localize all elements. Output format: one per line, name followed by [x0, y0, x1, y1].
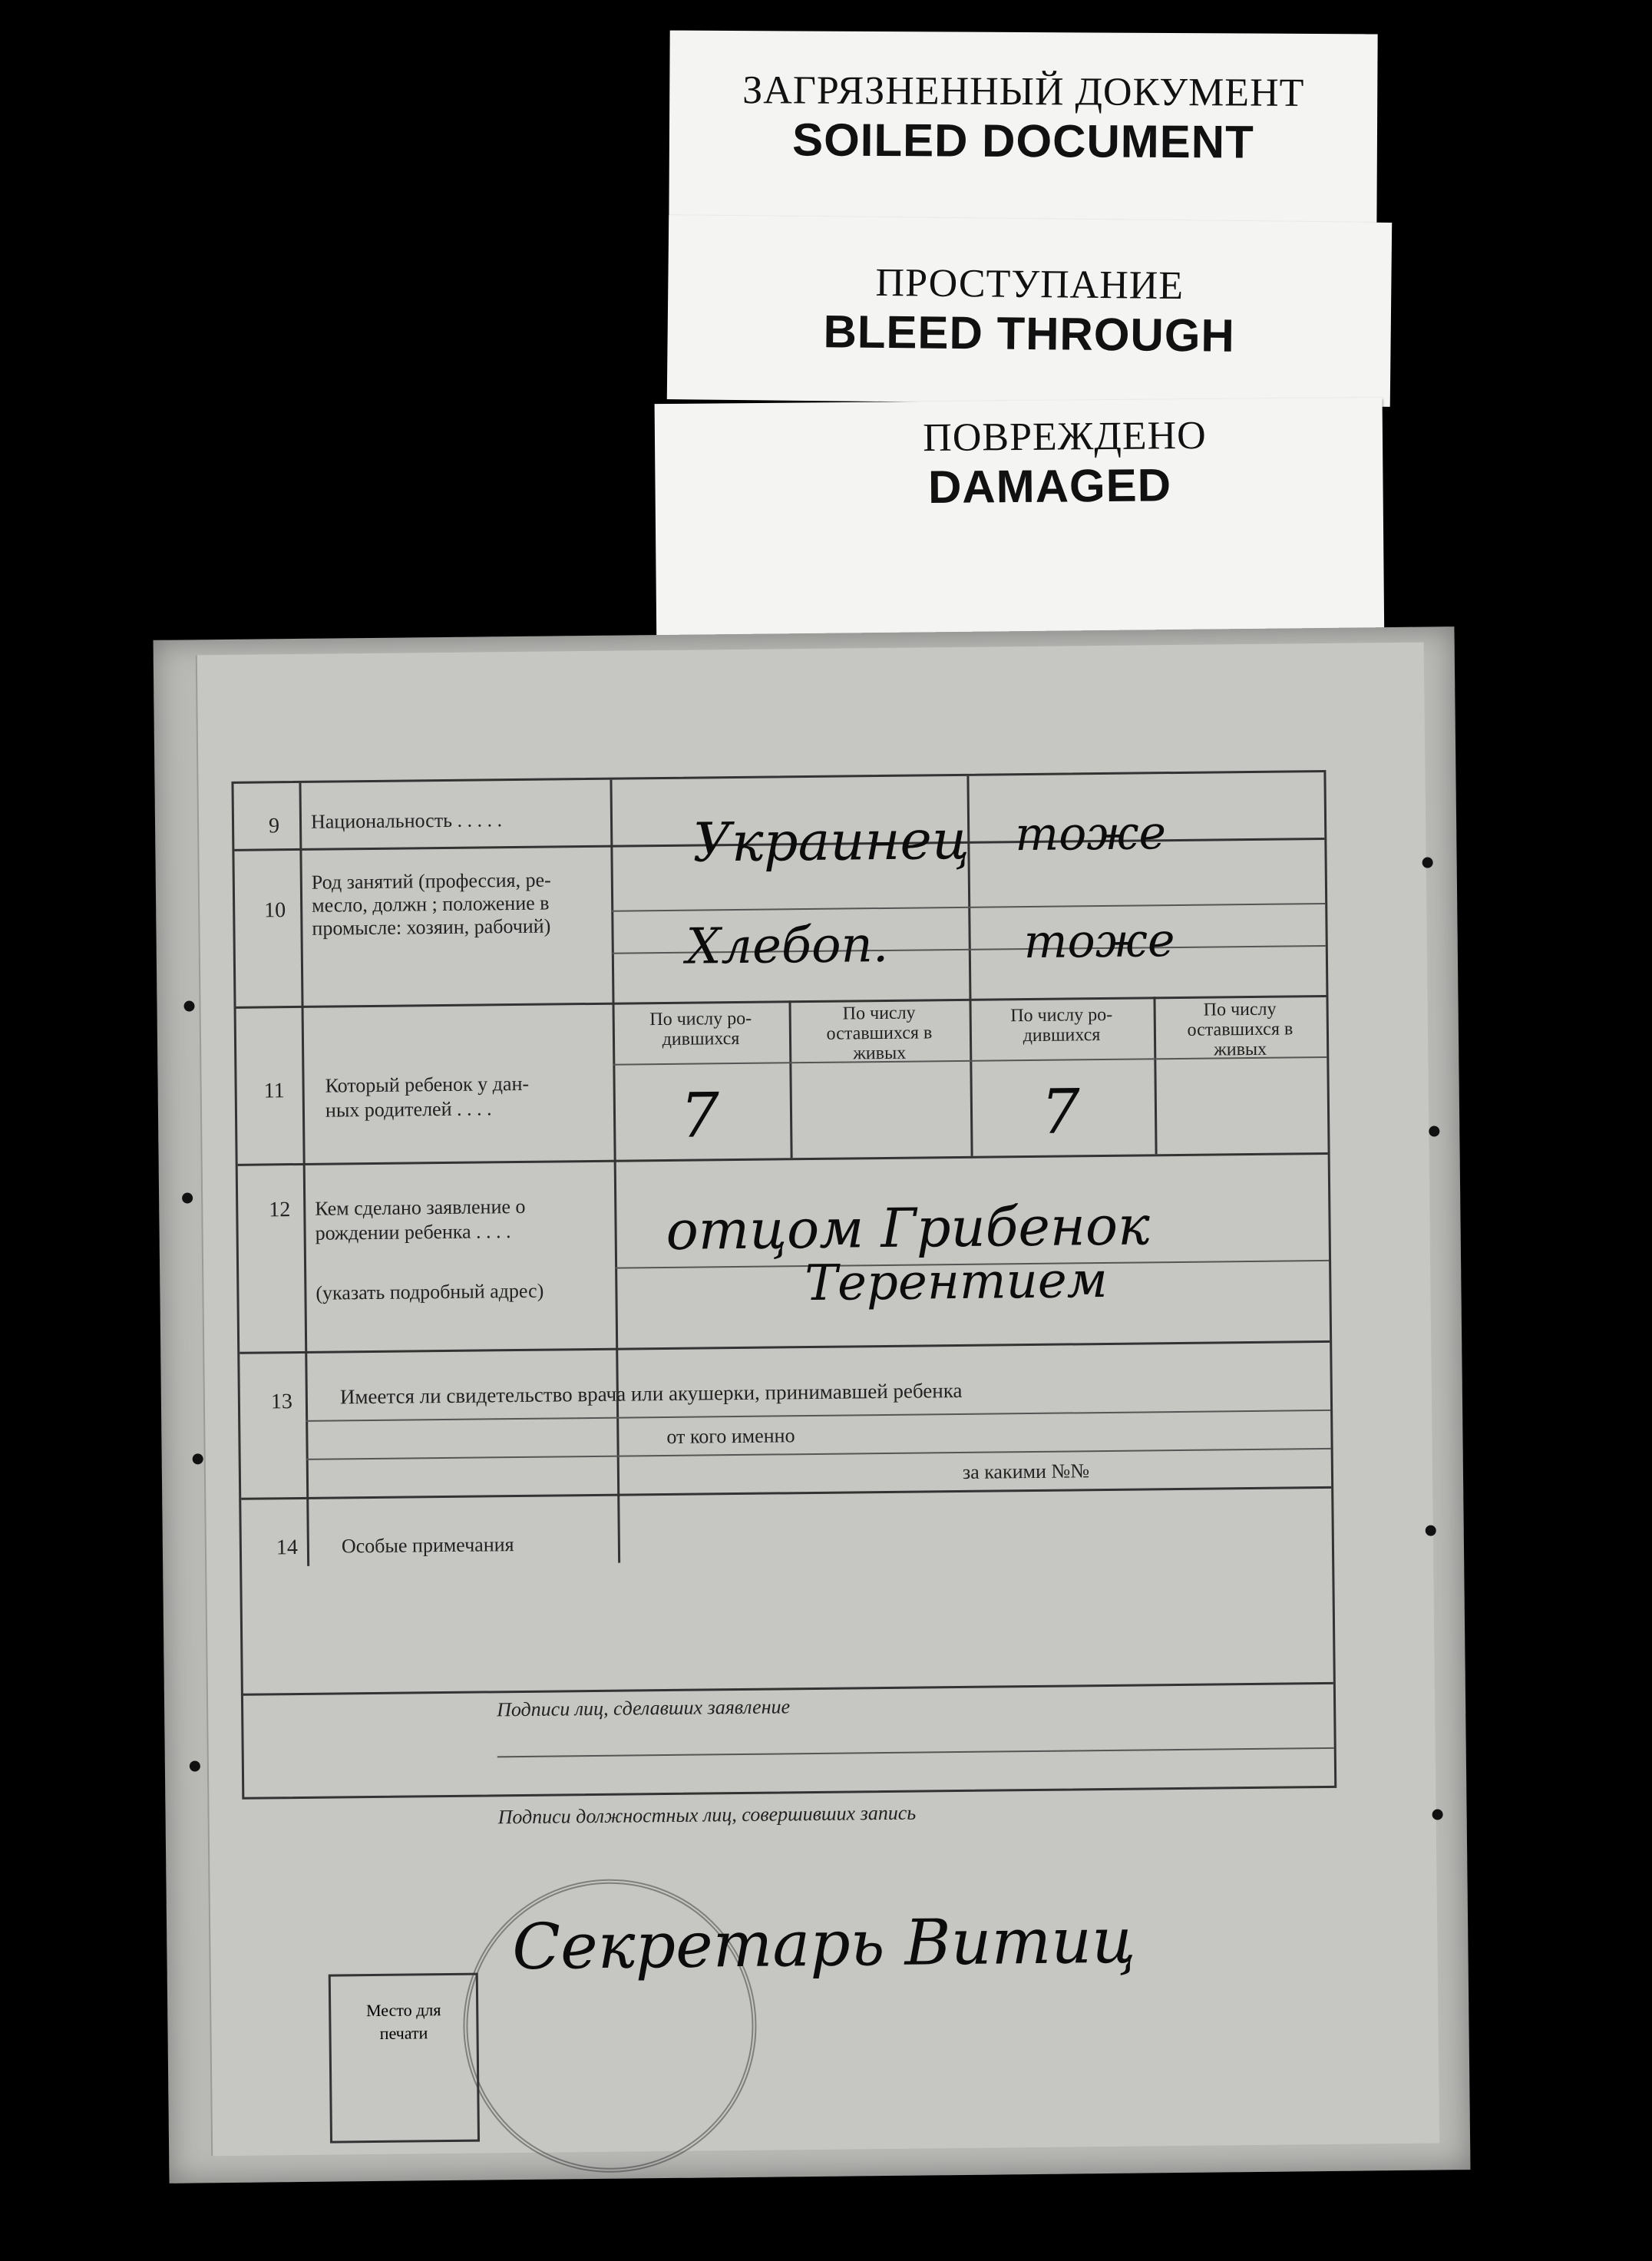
column-divider	[610, 780, 620, 1563]
bleed-through-label	[667, 215, 1392, 407]
col-header-line: живых	[853, 1043, 907, 1064]
col-header-line: По числу ро-	[1010, 1004, 1113, 1026]
row-number: 11	[263, 1079, 285, 1103]
birth-record-page	[154, 626, 1471, 2183]
col-header-line: По числу	[842, 1003, 916, 1024]
handwritten-occupation-mother: тоже	[1023, 914, 1175, 970]
row-label: Национальность . . . . .	[310, 808, 503, 833]
label-en-text: SOILED DOCUMENT	[791, 114, 1254, 168]
col-header-line: дившихся	[662, 1028, 740, 1050]
soiled-document-label	[669, 31, 1377, 234]
row-text: за какими №№	[962, 1459, 1090, 1483]
col-header-line: живых	[1214, 1039, 1267, 1060]
row-divider	[243, 1682, 1333, 1696]
row-subline	[497, 1747, 1334, 1757]
handwritten-declarant-line1: отцом Грибенок	[666, 1194, 1151, 1262]
row-label: Род занятий (профессия, ре-	[311, 868, 551, 894]
punch-hole	[1422, 857, 1433, 868]
row-number: 12	[269, 1198, 291, 1222]
col-header-line: По числу	[1203, 999, 1277, 1020]
applicant-signatures-label: Подписи лиц, сделавших заявление	[496, 1695, 791, 1721]
col-header-alive	[1158, 999, 1323, 1060]
column-divider	[299, 783, 309, 1566]
row-label: ных родителей . . . .	[325, 1097, 492, 1122]
punch-hole	[1426, 1525, 1436, 1535]
label-en-text: BLEED THROUGH	[823, 306, 1236, 362]
label-ru-text: ПОВРЕЖДЕНО	[923, 413, 1207, 461]
row-label: Кем сделано заявление о	[315, 1195, 526, 1220]
col-header-line: оставшихся в	[826, 1023, 933, 1044]
punch-hole	[1432, 1809, 1443, 1820]
row-number: 14	[276, 1535, 299, 1560]
col-header-line: оставшихся в	[1187, 1019, 1294, 1040]
stamp-place-text: Место для	[365, 2000, 441, 2021]
punch-hole	[190, 1760, 200, 1771]
handwritten-declarant-line2: Терентием	[804, 1251, 1108, 1313]
row-label: (указать подробный адрес)	[316, 1279, 544, 1304]
row-label: месло, должн ; положение в	[311, 891, 550, 917]
row-number: 9	[268, 814, 280, 838]
label-en-text: DAMAGED	[927, 459, 1172, 514]
punch-hole	[183, 1000, 194, 1011]
row-divider	[240, 1340, 1330, 1354]
col-header-line: По числу ро-	[649, 1008, 752, 1030]
stamp-place-box	[329, 1973, 480, 2144]
label-ru-text: ПРОСТУПАНИЕ	[875, 260, 1184, 309]
col-header-born	[977, 1004, 1147, 1046]
row-label: Который ребенок у дан-	[325, 1072, 530, 1097]
damaged-label	[655, 398, 1385, 657]
row-label: промысле: хозяин, рабочий)	[312, 914, 551, 940]
punch-hole	[193, 1453, 203, 1464]
column-divider	[788, 1000, 792, 1158]
punch-hole	[1429, 1126, 1439, 1136]
col-header-alive	[797, 1003, 963, 1064]
handwritten-child-number-father: 7	[679, 1079, 720, 1152]
col-header-born	[620, 1008, 782, 1050]
row-label: рождении ребенка . . . .	[315, 1220, 511, 1245]
punch-hole	[182, 1192, 193, 1203]
row-text: от кого именно	[666, 1424, 795, 1448]
row-label: Особые примечания	[341, 1533, 514, 1558]
stamp-place-text: печати	[379, 2023, 428, 2043]
row-subline	[306, 1448, 1331, 1460]
label-ru-text: ЗАГРЯЗНЕННЫЙ ДОКУМЕНТ	[742, 68, 1305, 115]
official-signatures-label: Подписи должностных лиц, совершивших запись	[497, 1801, 917, 1829]
row-subline	[306, 1410, 1330, 1422]
handwritten-occupation-father: Хлебоп.	[686, 916, 889, 976]
handwritten-nationality-father: Украинец	[692, 808, 970, 874]
handwritten-child-number-mother: 7	[1040, 1076, 1081, 1148]
row-text: Имеется ли свидетельство врача или акушерки, принимавшей ребенка	[339, 1378, 963, 1409]
row-number: 10	[264, 898, 286, 923]
row-divider	[238, 1152, 1328, 1166]
row-divider	[241, 1486, 1331, 1500]
row-number: 13	[270, 1390, 293, 1414]
handwritten-nationality-mother: тоже	[1014, 806, 1167, 862]
handwritten-secretary-signature: Секретарь Витиц	[511, 1904, 1136, 1985]
col-header-line: дившихся	[1023, 1025, 1101, 1046]
